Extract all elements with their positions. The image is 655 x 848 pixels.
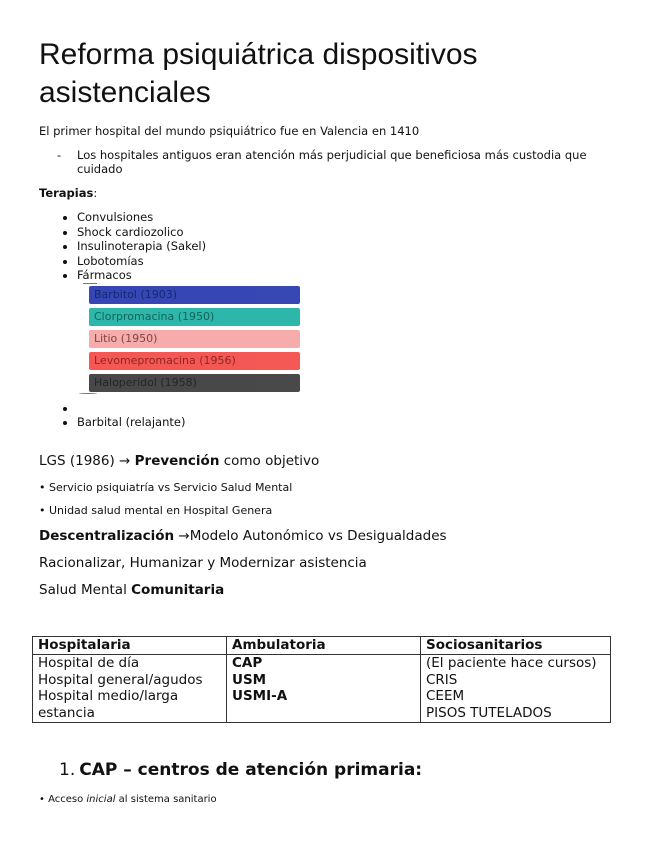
descentralizacion-line: [39, 527, 447, 545]
table-header: Sociosanitarios: [421, 637, 611, 655]
terapias-label: Terapias: [39, 186, 94, 200]
section-heading: [59, 760, 422, 780]
farmaco-pill: Haloperidol (1958): [89, 374, 300, 392]
bracket-decoration: [79, 393, 97, 394]
lgs-bold: Prevención: [134, 453, 220, 469]
heading-number: 1.: [59, 760, 76, 780]
acceso-italic: inicial: [86, 794, 116, 805]
table-cell-ambulatoria: [227, 654, 421, 722]
list-item: • Shock cardiozolico: [77, 225, 619, 240]
terapias-heading: [39, 186, 619, 200]
document-page: [38, 36, 619, 805]
lgs-post: como objetivo: [219, 453, 320, 469]
acceso-pre: • Acceso: [39, 794, 87, 805]
farmacos-timeline: [77, 283, 619, 401]
table-header: Ambulatoria: [227, 637, 421, 655]
intro-text: El primer hospital del mundo psiquiátrico fue en Valencia en 1410: [39, 124, 420, 138]
table-row: [33, 654, 611, 722]
farmaco-pill: Clorpromacina (1950): [89, 308, 300, 326]
farmaco-pill: Barbitol (1903): [89, 286, 300, 304]
cell-line: CAP: [232, 654, 263, 671]
farmaco-pill: Litio (1950): [89, 330, 300, 348]
cell-line: Hospital medio/larga estancia: [38, 688, 179, 722]
terapias-list: [39, 210, 619, 283]
heading-text: CAP – centros de atención primaria:: [79, 760, 423, 780]
cell-line: PISOS TUTELADOS: [426, 705, 552, 722]
descentral-post: →Modelo Autonómico vs Desigualdades: [174, 528, 447, 544]
list-item: • Barbital (relajante): [77, 415, 619, 430]
dash-list-item: - Los hospitales antiguos eran atención más perjudicial que beneficiosa más custodia que cuidado: [57, 148, 619, 176]
list-item: • Fármacos: [77, 268, 619, 283]
cell-line: CRIS: [426, 671, 458, 688]
dash-list: [39, 148, 619, 176]
list-item: • Lobotomías: [77, 254, 619, 269]
page-title: Reforma psiquiátrica dispositivos asistenciales: [39, 38, 478, 109]
salud-line: [39, 581, 224, 599]
dispositivos-table: [32, 636, 611, 723]
table-cell-sociosanitarios: [421, 654, 611, 722]
terapias-colon: :: [93, 186, 98, 200]
list-item: • Convulsiones: [77, 210, 619, 225]
salud-bold: Comunitaria: [131, 582, 225, 598]
lgs-line: [39, 452, 319, 470]
final-list: [39, 401, 619, 430]
unidad-line: • Unidad salud mental en Hospital Genera: [39, 504, 273, 517]
racionalizar-line: Racionalizar, Humanizar y Modernizar asistencia: [39, 555, 367, 571]
table-header: Hospitalaria: [33, 637, 227, 655]
cell-line: USM: [232, 671, 267, 688]
salud-pre: Salud Mental: [39, 582, 132, 598]
cell-line: (El paciente hace cursos): [426, 654, 597, 671]
cell-line: Hospital de día: [38, 654, 140, 671]
acceso-line: [39, 793, 217, 806]
list-item-empty: [77, 401, 619, 416]
farmaco-pill: Levomepromacina (1956): [89, 352, 300, 370]
cell-line: USMI-A: [232, 688, 288, 705]
lgs-pre: LGS (1986) →: [39, 453, 135, 469]
table-header-row: [33, 637, 611, 655]
table-cell-hospitalaria: [33, 654, 227, 722]
cell-line: CEEM: [426, 688, 465, 705]
servicio-line: • Servicio psiquiatría vs Servicio Salud Mental: [39, 481, 293, 494]
cell-line: Hospital general/agudos: [38, 671, 203, 688]
acceso-post: al sistema sanitario: [115, 794, 217, 805]
descentral-bold: Descentralización: [39, 528, 175, 544]
list-item: • Insulinoterapia (Sakel): [77, 239, 619, 254]
